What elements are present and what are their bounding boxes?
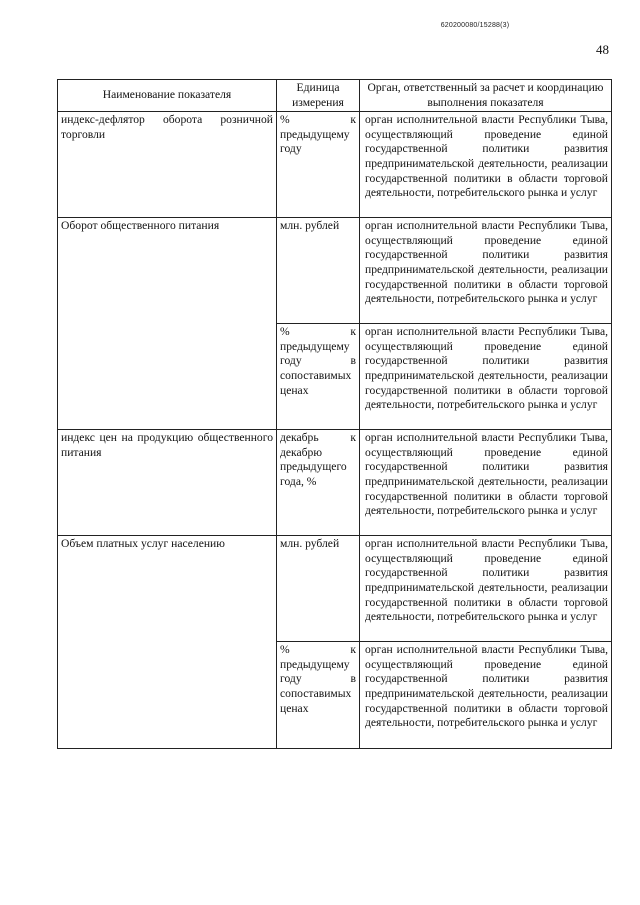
document-id: 620200080/15288(3) xyxy=(440,22,510,29)
column-header-name: Наименование показателя xyxy=(58,80,277,112)
responsible-organ: орган исполнительной власти Республики Тыва, осуществляющий проведение единой государственной политики развития предпринимательской деятельности, реализации государственной политики в области торговой деятельности, потребительского рынка и услуг xyxy=(360,324,612,430)
indicator-name: индекс цен на продукцию общественного питания xyxy=(58,430,277,536)
table-header-row xyxy=(58,80,612,112)
responsible-organ: орган исполнительной власти Республики Тыва, осуществляющий проведение единой государственной политики развития предпринимательской деятельности, реализации государственной политики в области торговой деятельности, потребительского рынка и услуг xyxy=(360,218,612,324)
responsible-organ: орган исполнительной власти Республики Тыва, осуществляющий проведение единой государственной политики развития предпринимательской деятельности, реализации государственной политики в области торговой деятельности, потребительского рынка и услуг xyxy=(360,112,612,218)
indicator-name: Оборот общественного питания xyxy=(58,218,277,430)
indicators-table xyxy=(57,79,612,749)
indicator-unit: млн. рублей xyxy=(277,218,360,324)
indicator-unit: % к предыдущему году в сопоставимых ценах xyxy=(277,324,360,430)
responsible-organ: орган исполнительной власти Республики Тыва, осуществляющий проведение единой государственной политики развития предпринимательской деятельности, реализации государственной политики в области торговой деятельности, потребительского рынка и услуг xyxy=(360,536,612,642)
responsible-organ: орган исполнительной власти Республики Тыва, осуществляющий проведение единой государственной политики развития предпринимательской деятельности, реализации государственной политики в области торговой деятельности, потребительского рынка и услуг xyxy=(360,430,612,536)
column-header-unit: Единица измерения xyxy=(277,80,360,112)
indicator-name: Объем платных услуг населению xyxy=(58,536,277,749)
indicator-unit: млн. рублей xyxy=(277,536,360,642)
indicator-unit: % к предыдущему году xyxy=(277,112,360,218)
page-number: 48 xyxy=(596,42,609,57)
table-row xyxy=(58,430,612,536)
table-row xyxy=(58,218,612,324)
column-header-organ: Орган, ответственный за расчет и координацию выполнения показателя xyxy=(360,80,612,112)
table-row xyxy=(58,112,612,218)
indicator-name: индекс-дефлятор оборота розничной торговли xyxy=(58,112,277,218)
indicator-unit: декабрь к декабрю предыдущего года, % xyxy=(277,430,360,536)
table-row xyxy=(58,536,612,642)
indicator-unit: % к предыдущему году в сопоставимых ценах xyxy=(277,642,360,749)
responsible-organ: орган исполнительной власти Республики Тыва, осуществляющий проведение единой государственной политики развития предпринимательской деятельности, реализации государственной политики в области торговой деятельности, потребительского рынка и услуг xyxy=(360,642,612,749)
